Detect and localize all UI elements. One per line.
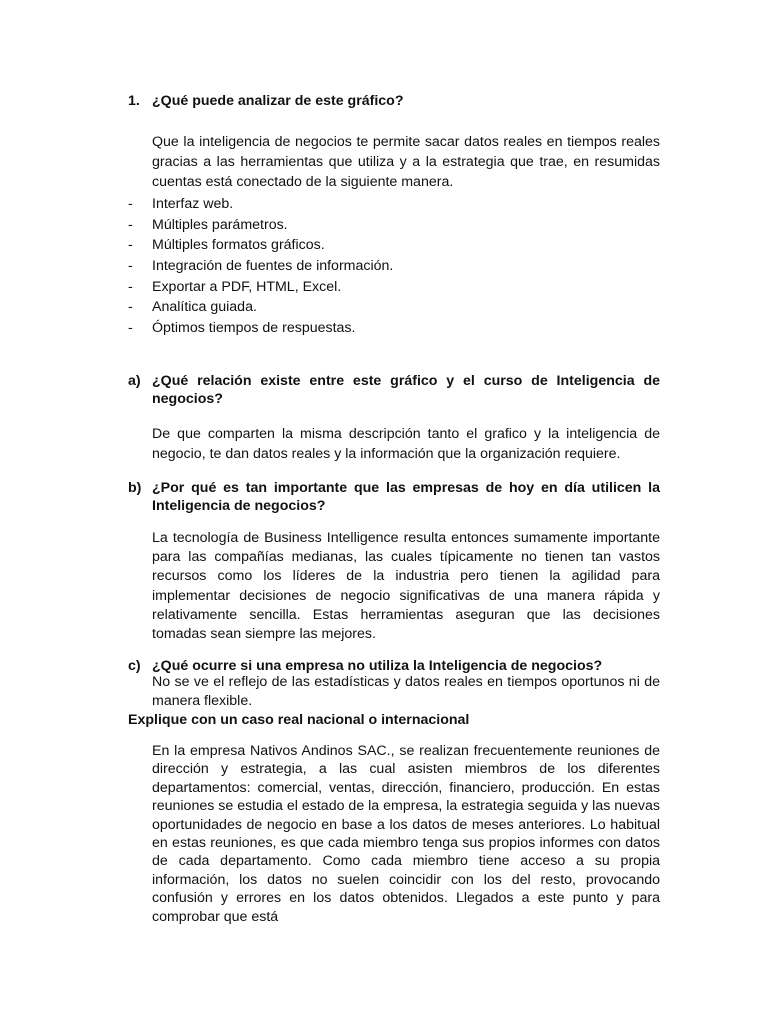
case-section-answer: En la empresa Nativos Andinos SAC., se realizan frecuentemente reuniones de dirección y estrategia, a las cual asisten miembros de los diferentes departamentos: comercial, ventas, dirección, financiero, producción. En estas reuniones se estudia el estado de la empresa, la estrategia seguida y las nuevas oportunidades de negocio en base a los datos de meses anteriores. Lo habitual en estas reuniones, es que cada miembro tenga sus propios informes con datos de cada departamento. Como cada miembro tiene acceso a su propia información, los datos no suelen coincidir con los del resto, provocando confusión y errores en los datos obtenidos. Llegados a este punto y para comprobar que está bbox=[152, 743, 660, 925]
dash-marker: - bbox=[128, 237, 133, 254]
question-a-answer: De que comparten la misma descripción tanto el grafico y la inteligencia de negocio, te dan datos reales y la información que la organización requiere. bbox=[152, 426, 660, 463]
question-c-marker: c) bbox=[128, 658, 141, 674]
question-1-title: ¿Qué puede analizar de este gráfico? bbox=[152, 93, 404, 109]
question-a-title: ¿Qué relación existe entre este gráfico y el curso de Inteligencia de negocios? bbox=[152, 373, 660, 407]
dash-marker: - bbox=[128, 258, 133, 275]
question-b-answer: La tecnología de Business Intelligence resulta entonces sumamente importante para las compañías medianas, las cuales típicamente no tienen tan vastos recursos como los líderes de la industria pero tienen la agilidad para implementar decisiones de negocio significativas de una manera rápida y relativamente sencilla. Estas herramientas aseguran que las decisiones tomadas sean siempre las mejores. bbox=[152, 530, 660, 643]
question-1-answer: Que la inteligencia de negocios te permite sacar datos reales en tiempos reales gracias a las herramientas que utiliza y a la estrategia que trae, en resumidas cuentas está conectado de la siguiente manera. bbox=[152, 134, 660, 191]
question-a-marker: a) bbox=[128, 373, 141, 389]
question-b-title: ¿Por qué es tan importante que las empresas de hoy en día utilicen la Inteligencia de negocios? bbox=[152, 480, 660, 514]
question-c-title: ¿Qué ocurre si una empresa no utiliza la Inteligencia de negocios? bbox=[152, 658, 603, 674]
dash-marker: - bbox=[128, 196, 133, 212]
document-page: 1. ¿Qué puede analizar de este gráfico? Que la inteligencia de negocios te permite sacar datos reales en tiempos reales gracias a las herramientas que utiliza y a la estrategia que trae, en resumidas cuentas está conectado de la siguiente manera. - Interfaz web. - Múltiples parámetros. - Múltiples formatos gráficos. - Integración de fuentes de información. - Exportar a PDF, HTML, Excel. - Analítica guiada. - Óptimos tiempos de respuestas. a) ¿Qué relación existe entre este gráfico y el curso de Inteligencia de negocios? De que comparten la misma descripción tanto el grafico y la inteligencia de negocio, te dan datos reales y la información que la organización requiere. b) ¿Por qué es tan importante que las empresas de hoy en día utilicen la Inteligencia de negocios? La tecnología de Business Intelligence resulta entonces sumamente importante para las compañías medianas, las cuales típicamente no tienen tan vastos recursos como los líderes de la industria pero tienen la agilidad para implementar decisiones de negocio significativas de una manera rápida y relativamente sencilla. Estas herramientas aseguran que las decisiones tomadas sean siempre las mejores. c) ¿Qué ocurre si una empresa no utiliza la Inteligencia de negocios? No se ve el reflejo de las estadísticas y datos reales en tiempos oportunos ni de manera flexible. Explique con un caso real nacional o internacional En la empresa Nativos Andinos SAC., se realizan frecuentemente reuniones de dirección y estrategia, a las cual asisten miembros de los diferentes departamentos: comercial, ventas, dirección, financiero, producción. En estas reuniones se estudia el estado de la empresa, la estrategia seguida y las nuevas oportunidades de negocio en base a los datos de meses anteriores. Lo habitual en estas reuniones, es que cada miembro tenga sus propios informes con datos de cada departamento. Como cada miembro tiene acceso a su propia información, los datos no suelen coincidir con los del resto, provocando confusión y errores en los datos obtenidos. Llegados a este punto y para comprobar que está bbox=[128, 93, 660, 925]
question-1-number: 1. bbox=[128, 93, 140, 109]
question-c-answer: No se ve el reflejo de las estadísticas y datos reales en tiempos oportunos ni de manera flexible. bbox=[152, 674, 660, 709]
dash-marker: - bbox=[128, 299, 133, 316]
question-b-marker: b) bbox=[128, 480, 142, 496]
case-section-title: Explique con un caso real nacional o internacional bbox=[128, 712, 470, 728]
dash-marker: - bbox=[128, 216, 133, 233]
dash-marker: - bbox=[128, 278, 133, 295]
dash-marker: - bbox=[128, 320, 133, 337]
